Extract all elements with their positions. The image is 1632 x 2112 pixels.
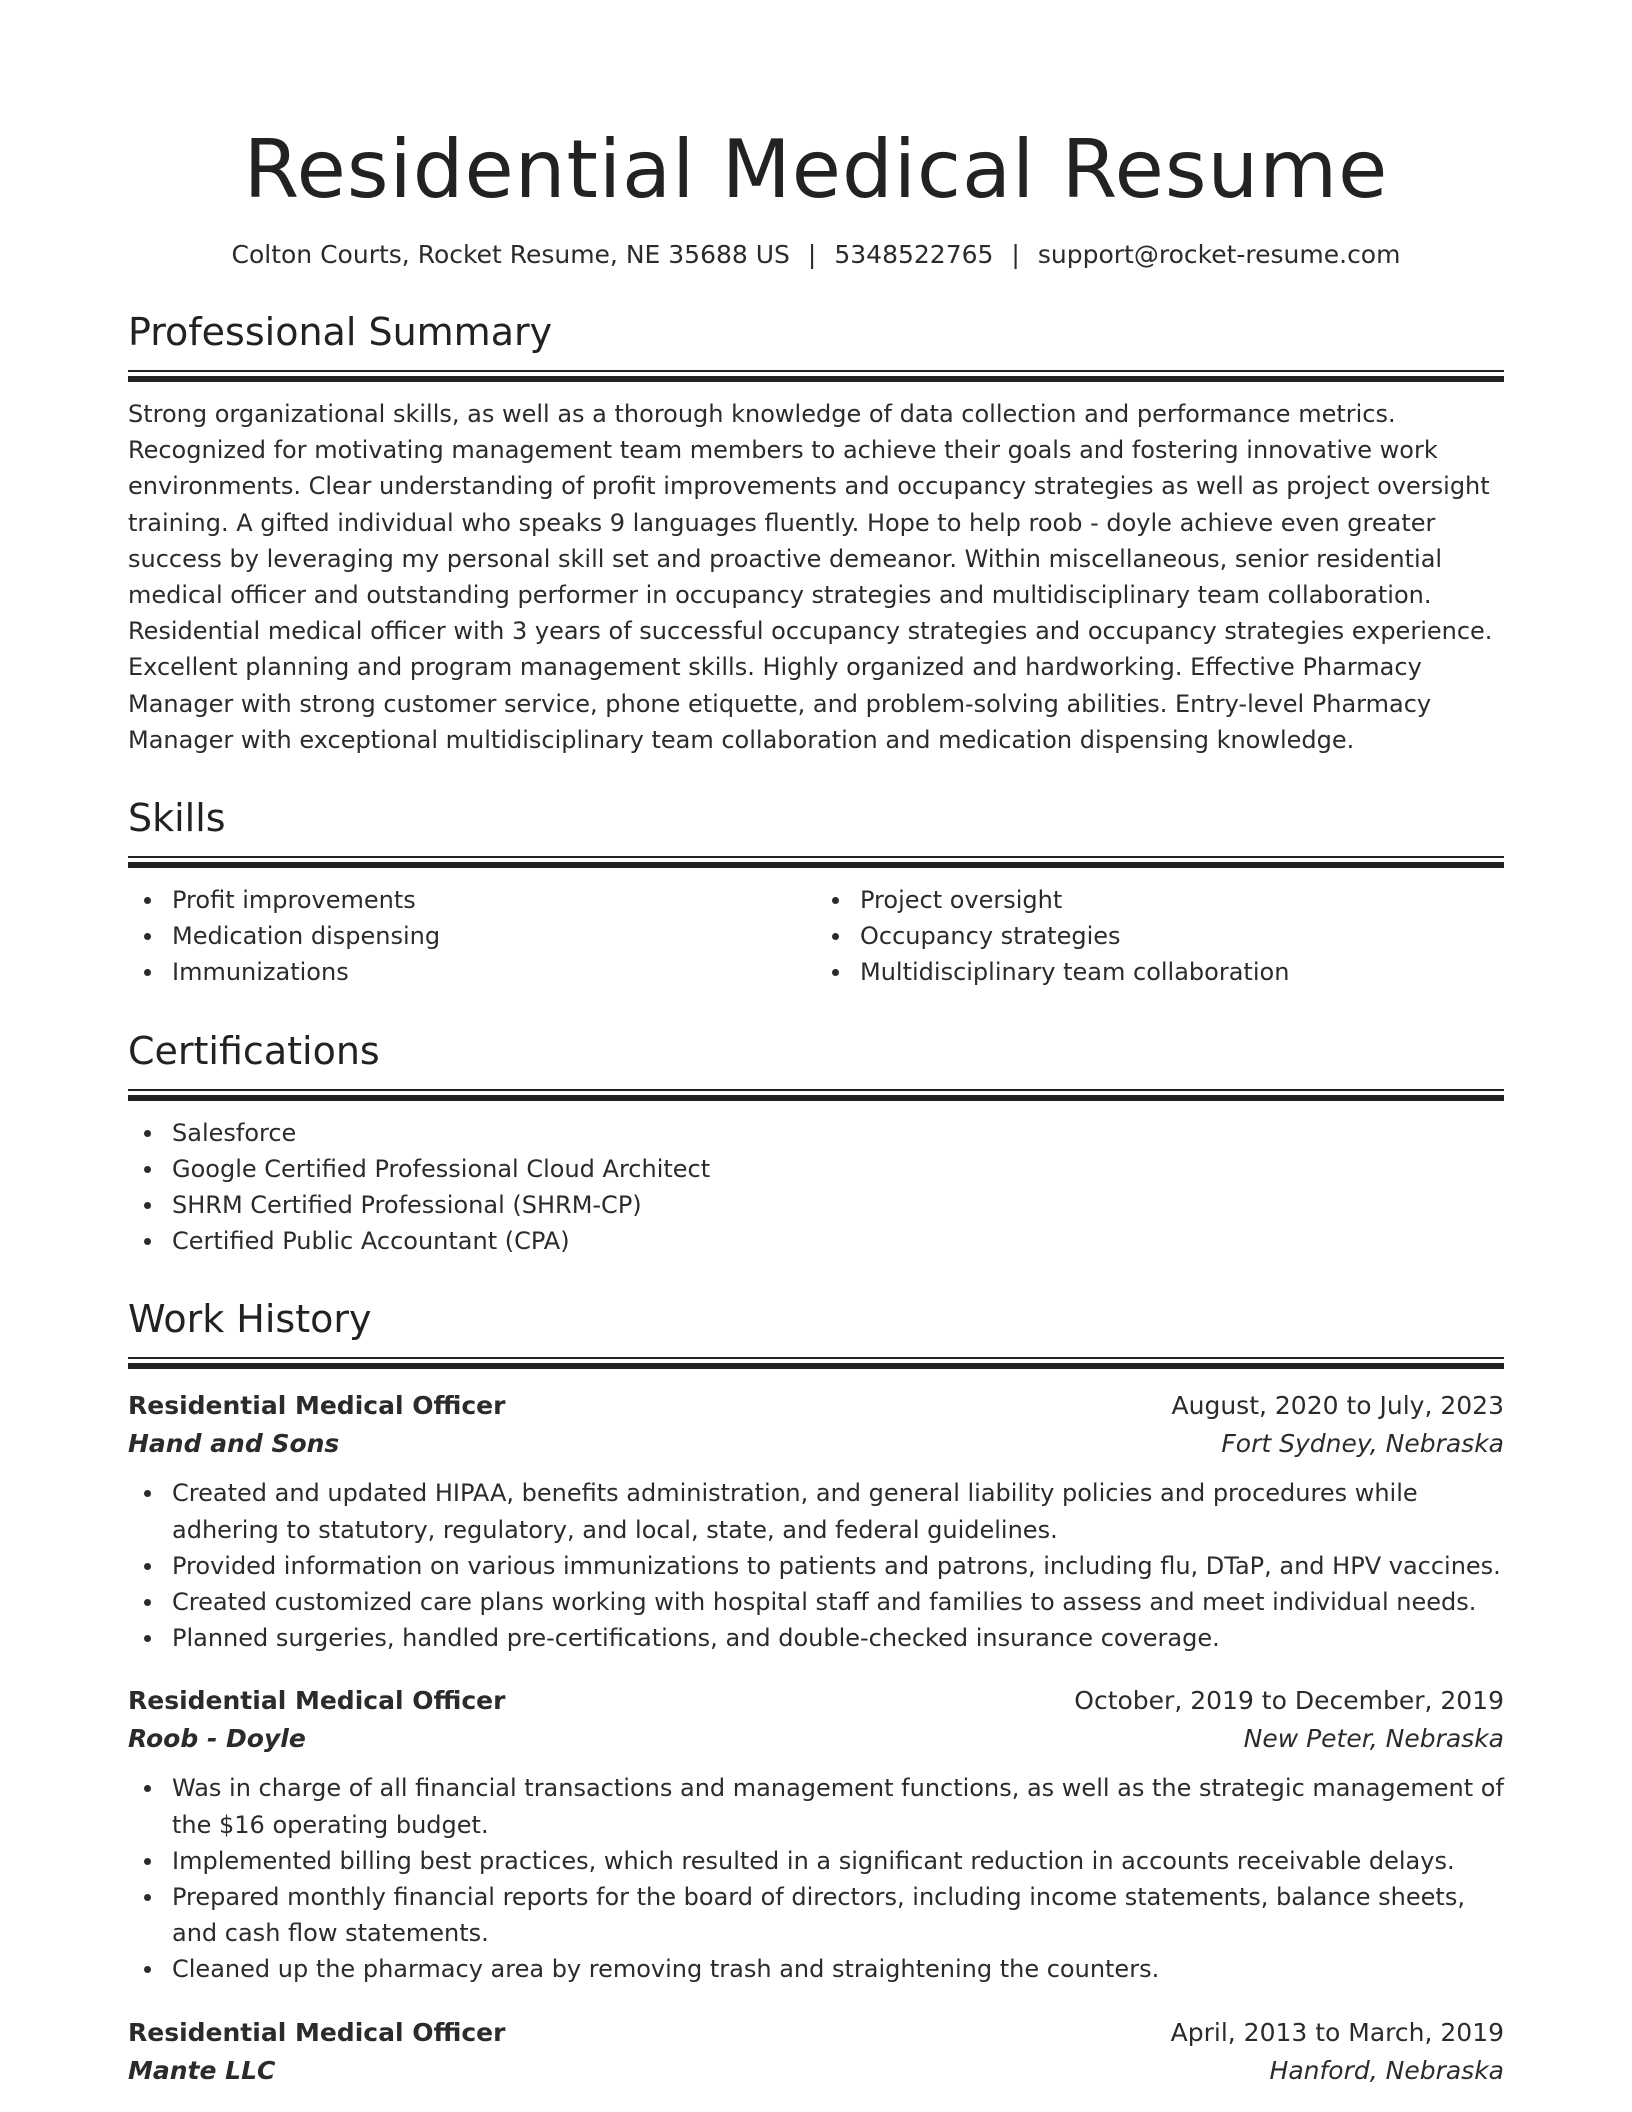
job-company: Hand and Sons	[128, 1429, 340, 1459]
certifications-list	[128, 1115, 1504, 1260]
summary-section	[128, 308, 1504, 758]
skill-item: Immunizations	[128, 954, 816, 990]
skills-list-left	[128, 882, 816, 991]
skills-columns	[128, 882, 1504, 991]
job-title-row	[128, 1387, 1504, 1425]
certifications-heading: Certifications	[128, 1028, 380, 1073]
job-company: Roob - Doyle	[128, 1724, 306, 1754]
skill-item: Medication dispensing	[128, 918, 816, 954]
skills-section	[128, 794, 1504, 991]
job-location: Hanford, Nebraska	[1269, 2055, 1504, 2085]
skills-heading: Skills	[128, 796, 226, 841]
job-bullet: Created and updated HIPAA, benefits administration, and general liability policies and procedures while adhering to statutory, regulatory, and local, state, and federal guidelines.	[128, 1475, 1504, 1547]
section-divider	[128, 1357, 1504, 1369]
job-bullets	[128, 1475, 1504, 1656]
job-entry	[128, 1682, 1504, 1987]
skills-list-right	[816, 882, 1504, 991]
work-history-heading: Work History	[128, 1297, 372, 1342]
job-bullet: Was in charge of all financial transactions and management functions, as well as the strategic management of the $16 operating budget.	[128, 1770, 1504, 1842]
job-bullet: Planned surgeries, handled pre-certifications, and double-checked insurance coverage.	[128, 1620, 1504, 1656]
certifications-section	[128, 1027, 1504, 1260]
section-divider	[128, 1089, 1504, 1101]
section-divider	[128, 370, 1504, 382]
job-bullet: Created customized care plans working with hospital staff and families to assess and meet individual needs.	[128, 1584, 1504, 1620]
job-bullets	[128, 1770, 1504, 1987]
job-bullet: Prepared monthly financial reports for the board of directors, including income statements, balance sheets, and cash flow statements.	[128, 1879, 1504, 1951]
job-title-row	[128, 2014, 1504, 2052]
page-title: Residential Medical Resume	[243, 123, 1389, 216]
certification-item: Google Certified Professional Cloud Architect	[128, 1151, 1504, 1187]
job-title-row	[128, 1682, 1504, 1720]
contact-address: Colton Courts, Rocket Resume, NE 35688 US	[231, 240, 790, 269]
skill-item: Multidisciplinary team collaboration	[816, 954, 1504, 990]
skill-item: Project oversight	[816, 882, 1504, 918]
contact-phone: 5348522765	[834, 240, 994, 269]
work-history-section	[128, 1295, 1504, 2089]
certification-item: SHRM Certified Professional (SHRM-CP)	[128, 1187, 1504, 1223]
skill-item: Profit improvements	[128, 882, 816, 918]
certification-item: Certified Public Accountant (CPA)	[128, 1223, 1504, 1259]
job-location: Fort Sydney, Nebraska	[1221, 1429, 1504, 1459]
certification-item: Salesforce	[128, 1115, 1504, 1151]
skill-item: Occupancy strategies	[816, 918, 1504, 954]
summary-heading: Professional Summary	[128, 310, 553, 354]
job-location: New Peter, Nebraska	[1243, 1724, 1504, 1754]
contact-separator: |	[807, 240, 817, 269]
job-bullet: Cleaned up the pharmacy area by removing trash and straightening the counters.	[128, 1951, 1504, 1987]
job-company-row	[128, 2052, 1504, 2090]
job-title: Residential Medical Officer	[128, 1686, 506, 1716]
job-entry	[128, 1387, 1504, 1656]
job-company: Mante LLC	[128, 2055, 276, 2085]
job-bullet: Provided information on various immunizations to patients and patrons, including flu, DTaP, and HPV vaccines.	[128, 1548, 1504, 1584]
job-company-row	[128, 1720, 1504, 1758]
job-bullet: Implemented billing best practices, which resulted in a significant reduction in accounts receivable delays.	[128, 1843, 1504, 1879]
contact-email: support@rocket-resume.com	[1037, 240, 1401, 269]
job-dates: October, 2019 to December, 2019	[1074, 1686, 1504, 1716]
summary-text: Strong organizational skills, as well as a thorough knowledge of data collection and performance metrics. Recognized for motivating management team members to achieve their goals and fostering innovative work environments. Clear understanding of profit improvements and occupancy strategies as well as project oversight training. A gifted individual who speaks 9 languages fluently. Hope to help roob - doyle achieve even greater success by leveraging my personal skill set and proactive demeanor. Within miscellaneous, senior residential medical officer and outstanding performer in occupancy strategies and multidisciplinary team collaboration. Residential medical officer with 3 years of successful occupancy strategies and occupancy strategies experience. Excellent planning and program management skills. Highly organized and hardworking. Effective Pharmacy Manager with strong customer service, phone etiquette, and problem-solving abilities. Entry-level Pharmacy Manager with exceptional multidisciplinary team collaboration and medication dispensing knowledge.	[128, 400, 1493, 754]
job-dates: April, 2013 to March, 2019	[1170, 2017, 1504, 2047]
job-entry	[128, 2014, 1504, 2090]
job-dates: August, 2020 to July, 2023	[1171, 1391, 1504, 1421]
section-divider	[128, 856, 1504, 868]
job-title: Residential Medical Officer	[128, 1391, 506, 1421]
job-title: Residential Medical Officer	[128, 2017, 506, 2047]
contact-separator: |	[1011, 240, 1020, 269]
job-company-row	[128, 1425, 1504, 1463]
contact-line	[128, 238, 1504, 272]
